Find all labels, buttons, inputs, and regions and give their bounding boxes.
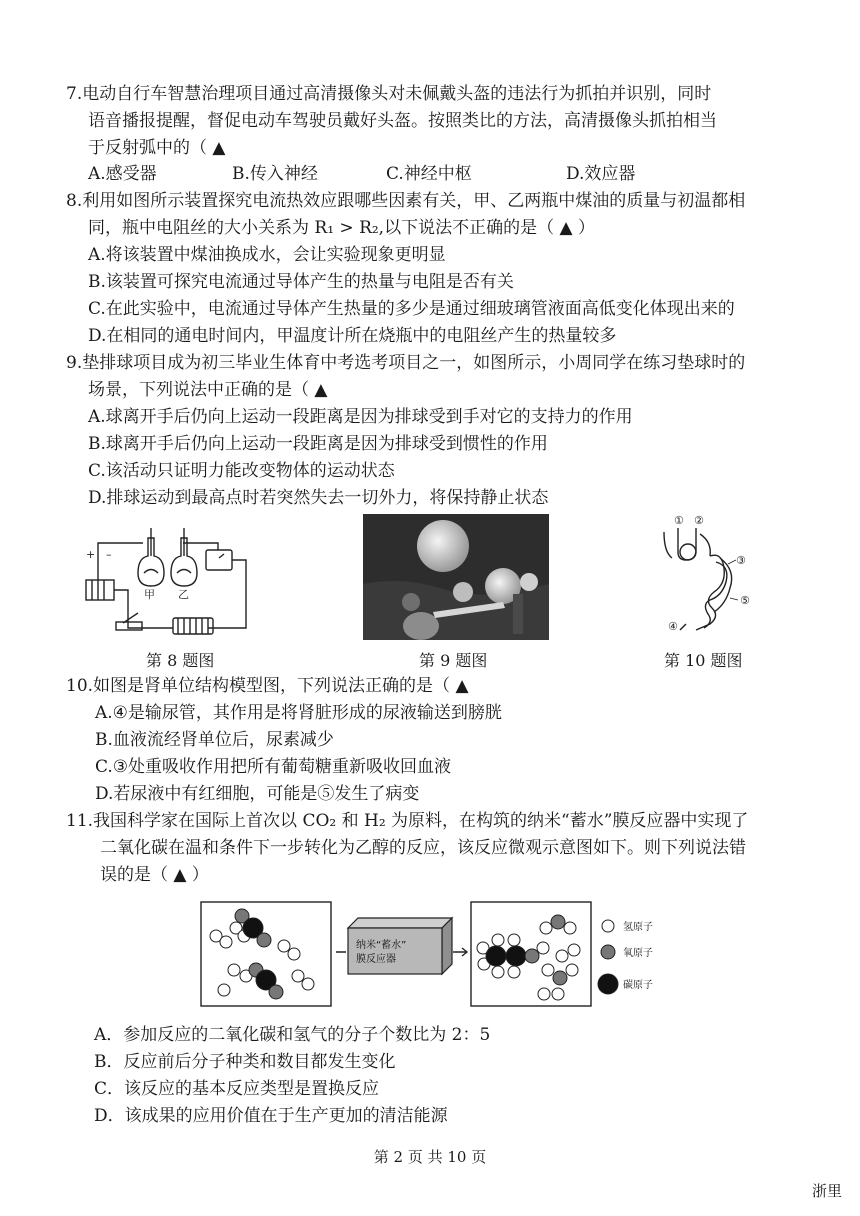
q9-option-a: A.球离开手后仍向上运动一段距离是因为排球受到手对它的支持力的作用 <box>88 407 633 427</box>
q7-stem-line2: 语音播报提醒，督促电动车驾驶员戴好头盔。按照类比的方法，高清摄像头抓拍相当 <box>88 111 717 131</box>
page-footer: 第 2 页 共 10 页 <box>373 1148 487 1166</box>
fig8-label-yi: 乙 <box>178 588 189 601</box>
q11-stem-line2: 二氧化碳在温和条件下一步转化为乙醇的反应，该反应微观示意图如下。则下列说法错 <box>100 838 746 858</box>
q9-option-b: B.球离开手后仍向上运动一段距离是因为排球受到惯性的作用 <box>88 434 548 454</box>
q11-option-d: D．该成果的应用价值在于生产更加的清洁能源 <box>94 1106 448 1126</box>
q7-stem-line1: 7.电动自行车智慧治理项目通过高清摄像头对未佩戴头盔的违法行为抓拍并识别，同时 <box>66 84 712 104</box>
q10-option-a: A.④是输尿管，其作用是将肾脏形成的尿液输送到膀胱 <box>95 703 502 723</box>
fig10-label-3: ③ <box>736 554 746 567</box>
fig9-volleyball-photo <box>363 514 549 640</box>
q9-option-c: C.该活动只证明力能改变物体的运动状态 <box>88 461 395 481</box>
q7-option-a: A.感受器 <box>88 164 157 184</box>
q9-option-d: D.排球运动到最高点时若突然失去一切外力，将保持静止状态 <box>88 488 549 508</box>
reactor-label-line1: 纳米“蓄水” <box>356 940 407 951</box>
q10-option-b: B.血液流经肾单位后，尿素减少 <box>95 730 334 750</box>
q8-option-d: D.在相同的通电时间内，甲温度计所在烧瓶中的电阻丝产生的热量较多 <box>88 326 617 346</box>
fig10-nephron-diagram <box>650 512 780 637</box>
q11-option-c: C．该反应的基本反应类型是置换反应 <box>94 1079 380 1099</box>
q10-option-d: D.若尿液中有红细胞，可能是⑤发生了病变 <box>95 784 420 804</box>
legend-oxygen: 氧原子 <box>623 948 653 959</box>
q11-option-b: B．反应前后分子种类和数目都发生变化 <box>94 1052 396 1072</box>
svg-text:+: + <box>86 548 96 561</box>
q11-stem-line1: 11.我国科学家在国际上首次以 CO₂ 和 H₂ 为原料，在构筑的纳米“蓄水”膜反应器中实现了 <box>66 811 749 831</box>
fig8-caption: 第 8 题图 <box>146 651 215 670</box>
q10-stem: 10.如图是肾单位结构模型图，下列说法正确的是（ ▲ <box>66 676 469 696</box>
legend-carbon: 碳原子 <box>623 980 653 991</box>
fig8-label-jia: 甲 <box>144 588 155 601</box>
q8-stem-line1: 8.利用如图所示装置探究电流热效应跟哪些因素有关，甲、乙两瓶中煤油的质量与初温都相 <box>66 191 746 211</box>
q8-option-b: B.该装置可探究电流通过导体产生的热量与电阻是否有关 <box>88 272 514 292</box>
q8-stem-line2: 同，瓶中电阻丝的大小关系为 R₁ > R₂,以下说法不正确的是（ ▲ ） <box>88 218 595 238</box>
q8-option-c: C.在此实验中，电流通过导体产生热量的多少是通过细玻璃管液面高低变化体现出来的 <box>88 299 735 319</box>
corner-watermark: 浙里 <box>811 1182 842 1200</box>
fig11-reaction-diagram <box>198 898 678 1010</box>
fig8-circuit-diagram <box>78 518 258 643</box>
q9-stem-line2: 场景，下列说法中正确的是（ ▲ <box>88 380 328 400</box>
legend-hydrogen: 氢原子 <box>623 922 653 933</box>
q7-stem-line3: 于反射弧中的（ ▲ <box>88 138 226 158</box>
q7-option-d: D.效应器 <box>566 164 636 184</box>
q8-option-a: A.将该装置中煤油换成水，会让实验现象更明显 <box>88 245 446 265</box>
q11-stem-line3: 误的是（ ▲ ） <box>100 865 209 885</box>
q7-option-c: C.神经中枢 <box>386 164 472 184</box>
fig10-label-2: ② <box>694 514 704 527</box>
fig10-label-5: ⑤ <box>740 594 750 607</box>
fig10-label-1: ① <box>674 514 684 527</box>
q9-stem-line1: 9.垫排球项目成为初三毕业生体育中考选考项目之一，如图所示，小周同学在练习垫球时的 <box>66 353 746 373</box>
svg-text:–: – <box>106 548 112 561</box>
fig10-label-4: ④ <box>668 620 678 633</box>
reactor-label-line2: 膜反应器 <box>356 954 396 965</box>
q10-option-c: C.③处重吸收作用把所有葡萄糖重新吸收回血液 <box>95 757 452 777</box>
fig10-caption: 第 10 题图 <box>664 651 743 670</box>
q7-option-b: B.传入神经 <box>232 164 318 184</box>
fig9-caption: 第 9 题图 <box>419 651 488 670</box>
q11-option-a: A．参加反应的二氧化碳和氢气的分子个数比为 2：5 <box>94 1025 491 1045</box>
